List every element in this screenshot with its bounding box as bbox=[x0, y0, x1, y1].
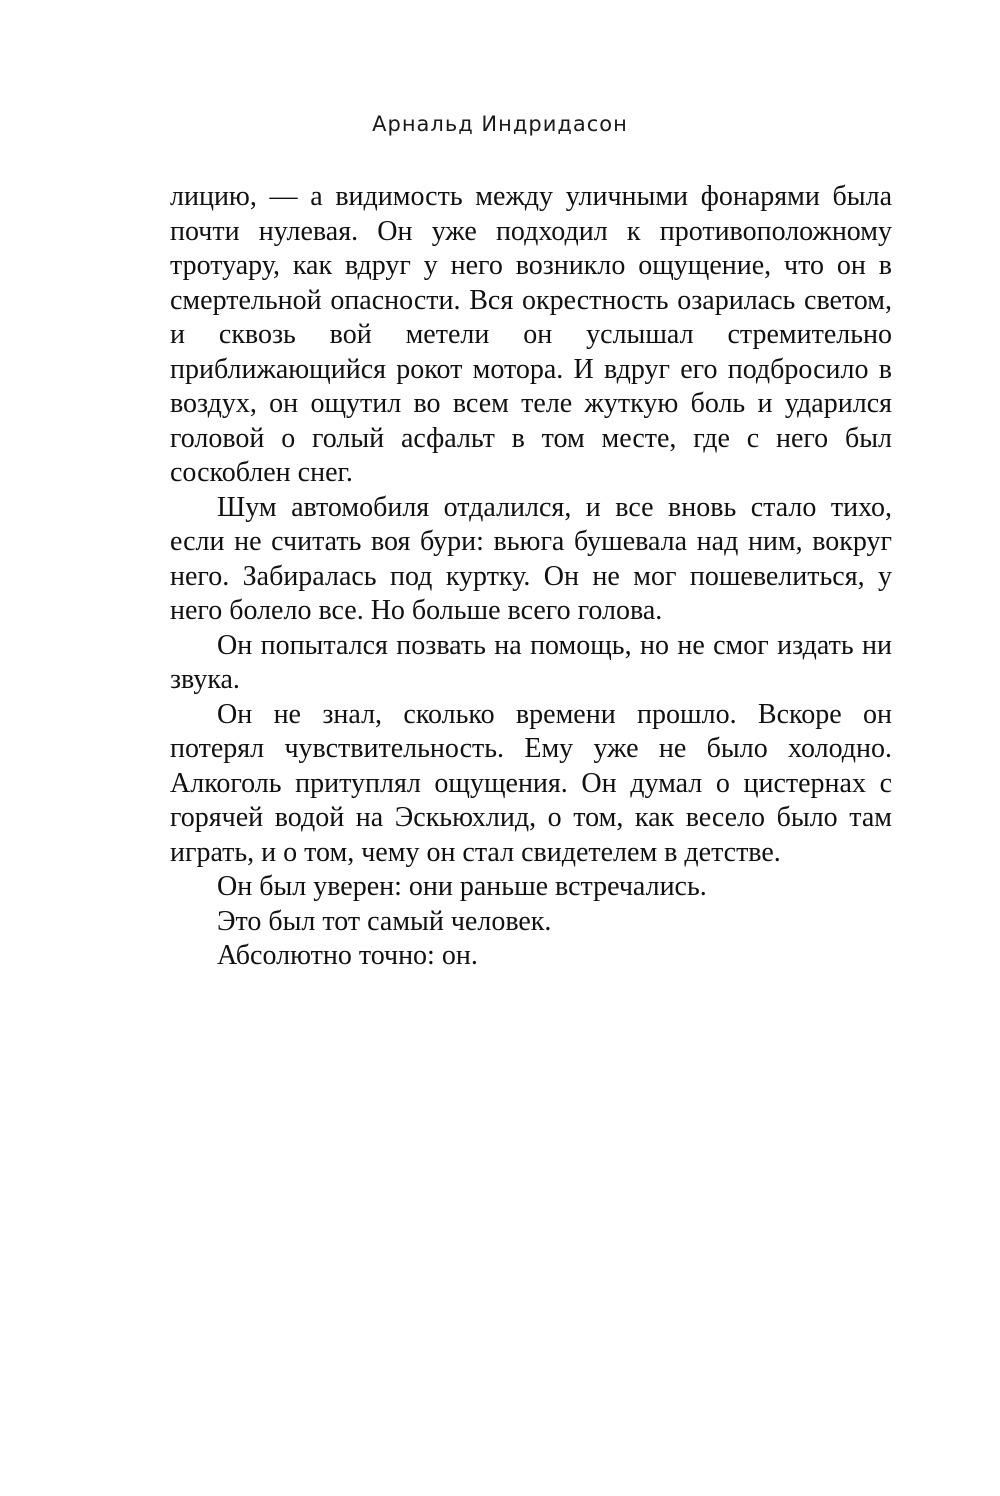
body-text bbox=[170, 180, 892, 974]
running-head-title: Арнальд Индридасон bbox=[372, 112, 628, 136]
paragraph-1: лицию, — а видимость между уличными фонарями была почти нулевая. Он уже подходил к противоположному тротуару, как вдруг у него возникло ощущение, что он в смертельной опасности. Вся окрестность озарилась светом, и сквозь вой метели он услышал стремительно приближающийся рокот мотора. И вдруг его подбросило в воздух, он ощутил во всем теле жуткую боль и ударился головой о голый асфальт в том месте, где с него был соскоблен снег. bbox=[170, 181, 892, 488]
paragraph-4: Он не знал, сколько времени прошло. Вскоре он потерял чувствительность. Ему уже не было холодно. Алкоголь притуплял ощущения. Он думал о цистернах с горячей водой на Эскьюхлид, о том, как весело было там играть, и о том, чему он стал свидетелем в детстве. bbox=[170, 698, 892, 868]
paragraph-3: Он попытался позвать на помощь, но не смог издать ни звука. bbox=[170, 629, 892, 695]
paragraph-5: Он был уверен: они раньше встречались. bbox=[217, 871, 707, 902]
paragraph-7: Абсолютно точно: он. bbox=[217, 940, 478, 971]
paragraph-6: Это был тот самый человек. bbox=[217, 905, 552, 937]
paragraph-2: Шум автомобиля отдалился, и все вновь стало тихо, если не считать воя бури: вьюга бушевала над ним, вокруг него. Забиралась под куртку. Он не мог пошевелиться, у него болело все. Но больше всего голова. bbox=[170, 491, 892, 626]
